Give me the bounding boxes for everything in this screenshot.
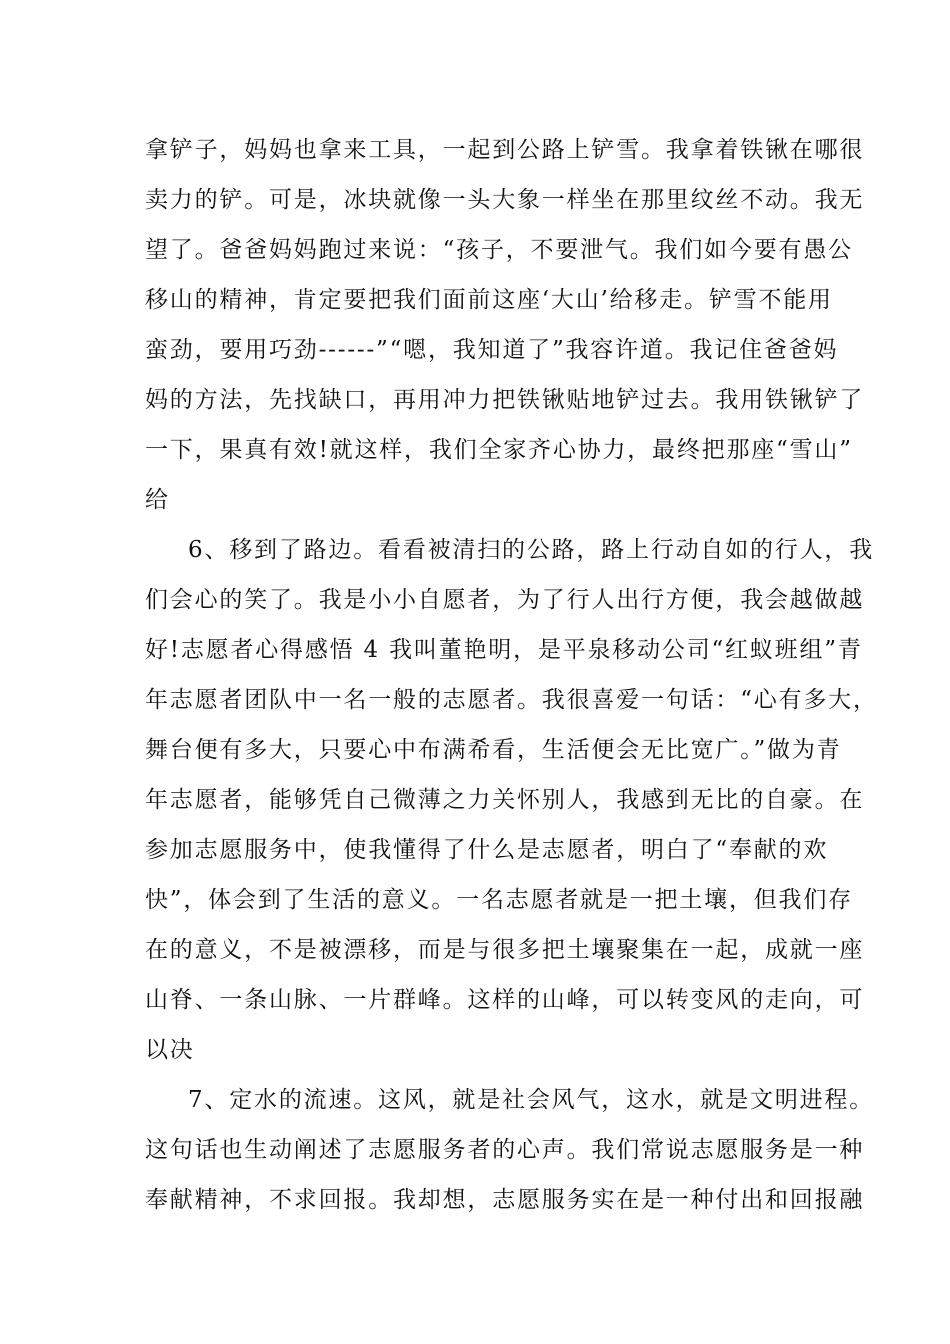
text-line: 快”，体会到了生活的意义。一名志愿者就是一把土壤，但我们存 (145, 887, 853, 913)
text-line: 拿铲子，妈妈也拿来工具，一起到公路上铲雪。我拿着铁锹在哪很 (145, 137, 865, 163)
text-line: 卖力的铲。可是，冰块就像一头大象一样坐在那里纹丝不动。我无 (145, 187, 865, 213)
paragraph-start-line: 7、定水的流速。这风，就是社会风气，这水，就是文明进程。 (188, 1087, 875, 1113)
text-line: 望了。爸爸妈妈跑过来说：“孩子，不要泄气。我们如今要有愚公 (145, 237, 853, 263)
text-line: 奉献精神，不求回报。我却想，志愿服务实在是一种付出和回报融 (145, 1187, 865, 1213)
text-line: 年志愿者，能够凭自己微薄之力关怀别人，我感到无比的自豪。在 (145, 787, 865, 813)
text-line: 这句话也生动阐述了志愿服务者的心声。我们常说志愿服务是一种 (145, 1137, 865, 1163)
text-line: 参加志愿服务中，使我懂得了什么是志愿者，明白了“奉献的欢 (145, 837, 829, 863)
text-line: 以决 (145, 1037, 195, 1063)
text-line: 好!志愿者心得感悟 4 我叫董艳明，是平泉移动公司“红蚁班组”青 (145, 637, 863, 663)
text-line: 们会心的笑了。我是小小自愿者，为了行人出行方便，我会越做越 (145, 587, 865, 613)
text-line: 移山的精神，肯定要把我们面前这座‘大山’给移走。铲雪不能用 (145, 287, 833, 313)
text-line: 给 (145, 487, 170, 513)
text-line: 一下，果真有效!就这样，我们全家齐心协力，最终把那座“雪山” (145, 437, 853, 463)
text-line: 舞台便有多大，只要心中布满希看，生活便会无比宽广。”做为青 (145, 737, 842, 763)
text-line: 山脊、一条山脉、一片群峰。这样的山峰，可以转变风的走向，可 (145, 987, 865, 1013)
paragraph-start-line: 6、移到了路边。看看被清扫的公路，路上行动自如的行人，我 (188, 537, 875, 563)
text-line: 年志愿者团队中一名一般的志愿者。我很喜爱一句话：“心有多大， (145, 687, 878, 713)
text-line: 妈的方法，先找缺口，再用冲力把铁锹贴地铲过去。我用铁锹铲了 (145, 387, 865, 413)
text-line: 蛮劲，要用巧劲------”“嗯，我知道了”我容许道。我记住爸爸妈 (145, 337, 839, 363)
text-line: 在的意义，不是被漂移，而是与很多把土壤聚集在一起，成就一座 (145, 937, 865, 963)
